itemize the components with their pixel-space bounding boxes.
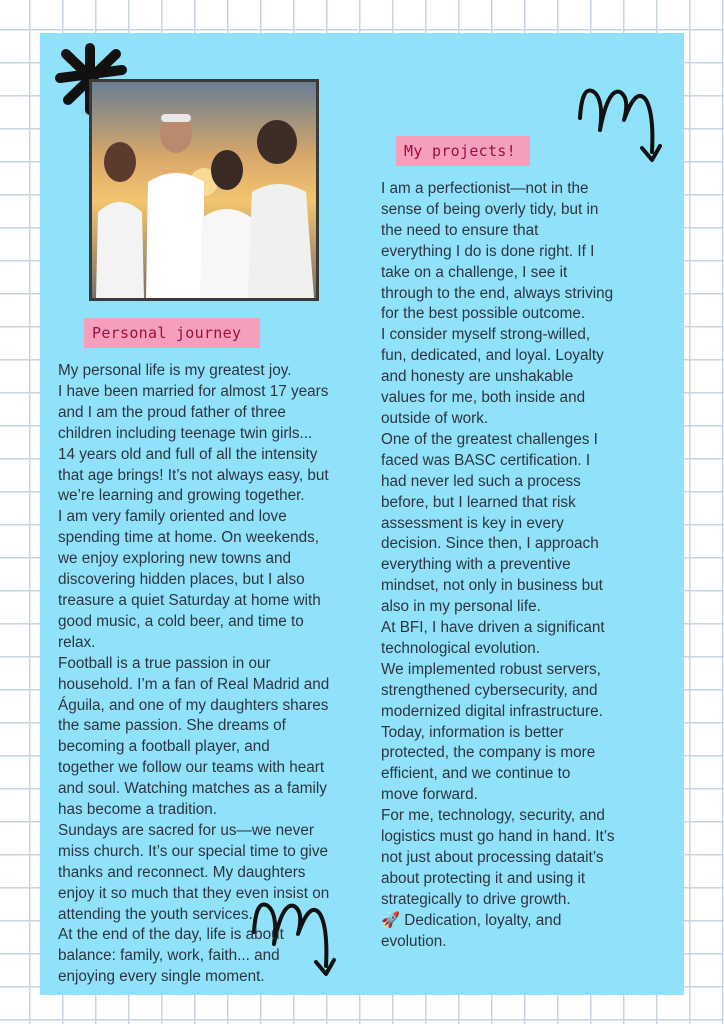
personal-line: and I am the proud father of three [58,403,286,421]
personal-line: balance: family, work, faith... and [58,947,280,965]
projects-line: assessment is key in every [381,514,564,532]
projects-line: move forward. [381,786,478,804]
personal-line: At the end of the day, life is about [58,926,284,944]
personal-line: enjoying every single moment. [58,968,265,986]
personal-line: I have been married for almost 17 years [58,382,329,400]
personal-line: becoming a football player, and [58,738,270,756]
projects-heading: My projects! [396,136,530,166]
personal-line: relax. [58,633,96,651]
projects-line: about protecting it and using it [381,869,586,887]
projects-line: At BFI, I have driven a significant [381,619,605,637]
personal-line: enjoy it so much that they even insist on [58,884,330,902]
personal-line: miss church. It’s our special time to give [58,842,329,860]
personal-line: we’re learning and growing together. [58,487,305,505]
personal-line: and soul. Watching matches as a family [58,780,327,798]
projects-line: through to the end, always striving [381,284,614,302]
personal-line: thanks and reconnect. My daughters [58,863,306,881]
projects-line: for the best possible outcome. [381,305,586,323]
projects-line: I consider myself strong-willed, [381,326,591,344]
personal-line: attending the youth services. [58,905,253,923]
projects-text [381,179,671,953]
personal-line: Football is a true passion in our [58,654,271,672]
projects-line: the need to ensure that [381,221,539,239]
personal-line: has become a tradition. [58,801,218,819]
projects-line: 🚀 Dedication, loyalty, and [381,911,562,929]
projects-line: mindset, not only in business but [381,577,603,595]
projects-line: logistics must go hand in hand. It’s [381,828,615,846]
personal-line: treasure a quiet Saturday at home with [58,591,321,609]
projects-line: faced was BASC certification. I [381,451,591,469]
personal-line: that age brings! It’s not always easy, but [58,466,329,484]
personal-line: I am very family oriented and love [58,508,287,526]
personal-line: spending time at home. On weekends, [58,529,320,547]
projects-line: and honesty are unshakable [381,368,574,386]
projects-line: everything with a preventive [381,556,571,574]
personal-line: good music, a cold beer, and time to [58,612,304,630]
projects-line: For me, technology, security, and [381,807,605,825]
projects-line: protected, the company is more [381,744,596,762]
projects-line: values for me, both inside and [381,389,586,407]
projects-line: strategically to drive growth. [381,890,571,908]
personal-line: Águila, and one of my daughters shares [58,696,329,714]
personal-line: discovering hidden places, but I also [58,571,305,589]
projects-line: outside of work. [381,409,489,427]
projects-line: not just about processing datait’s [381,849,604,866]
projects-line: everything I do is done right. If I [381,242,595,260]
family-photo [89,79,319,301]
projects-line: before, but I learned that risk [381,493,576,511]
projects-line: fun, dedicated, and loyal. Loyalty [381,347,604,365]
personal-line: children including teenage twin girls... [58,424,313,442]
personal-line: the same passion. She dreams of [58,717,286,735]
projects-line: decision. Since then, I approach [381,535,599,553]
projects-line: We implemented robust servers, [381,660,601,678]
loop-arrow-doodle-icon [572,78,664,168]
projects-line: Today, information is better [381,723,564,741]
projects-line: sense of being overly tidy, but in [381,200,599,218]
projects-line: had never led such a process [381,472,581,490]
personal-line: 14 years old and full of all the intensity [58,445,318,463]
projects-line: take on a challenge, I see it [381,263,568,281]
projects-line: One of the greatest challenges I [381,430,598,448]
personal-journey-text [58,361,378,988]
projects-line: I am a perfectionist—not in the [381,180,589,197]
personal-line: household. I’m a fan of Real Madrid and [58,675,330,693]
personal-journey-heading: Personal journey [84,318,260,348]
personal-line: Sundays are sacred for us—we never [58,821,314,839]
projects-line: modernized digital infrastructure. [381,702,603,720]
projects-line: technological evolution. [381,639,541,657]
projects-line: also in my personal life. [381,598,541,616]
projects-line: efficient, and we continue to [381,765,571,783]
personal-line: together we follow our teams with heart [58,759,325,777]
projects-line: evolution. [381,932,447,950]
projects-line: strengthened cybersecurity, and [381,681,598,699]
personal-line: we enjoy exploring new towns and [58,550,291,568]
personal-line: My personal life is my greatest joy. [58,362,292,379]
